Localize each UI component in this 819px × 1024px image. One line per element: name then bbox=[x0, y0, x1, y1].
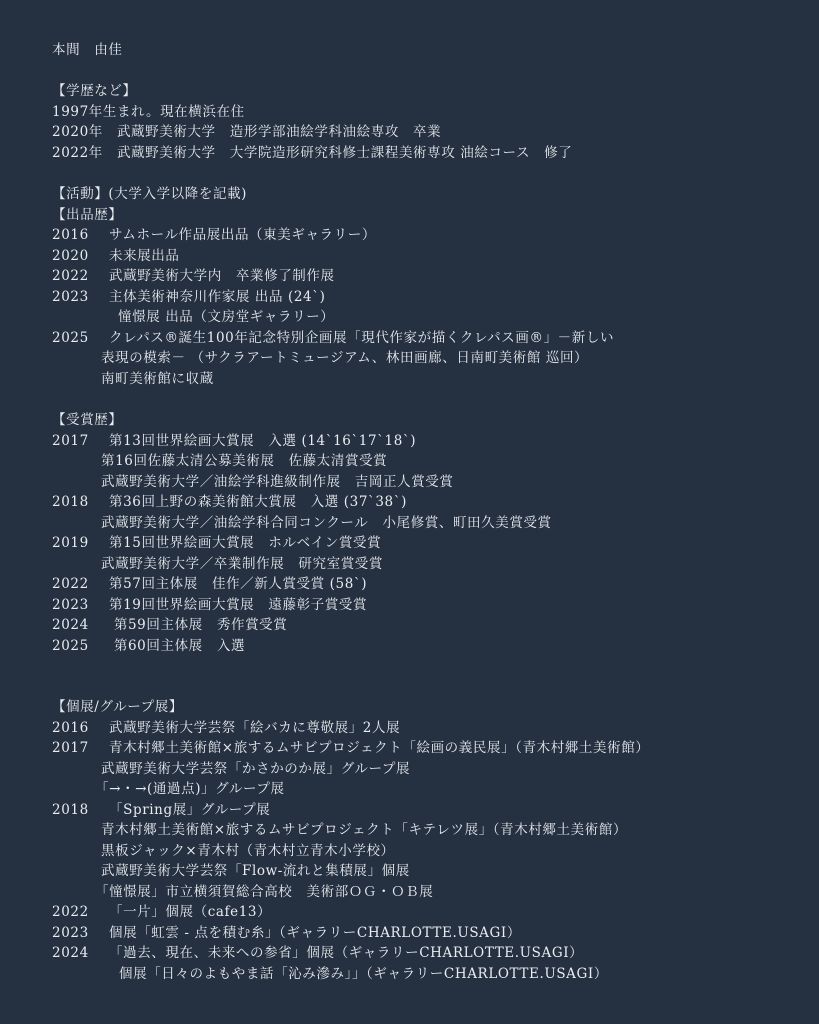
exhibition-entry bbox=[52, 328, 614, 348]
show-entry-continued: 「→・→(通過点)」グループ展 bbox=[95, 781, 285, 797]
author-name: 本間 由佳 bbox=[52, 42, 123, 58]
entry-year: 2023 bbox=[52, 289, 89, 305]
entry-text: 個展「虹雲 - 点を積む糸」（ギャラリーCHARLOTTE.USAGI） bbox=[109, 925, 521, 941]
show-entry bbox=[52, 800, 270, 820]
entry-text: 「Spring展」グループ展 bbox=[109, 802, 271, 818]
award-entry bbox=[52, 595, 367, 615]
entry-text: 「過去、現在、未来への参省」個展（ギャラリーCHARLOTTE.USAGI） bbox=[109, 945, 584, 961]
entry-text: 主体美術神奈川作家展 出品 (24`) bbox=[109, 289, 326, 305]
shows-heading: 【個展/グループ展】 bbox=[52, 699, 183, 715]
entry-year: 2022 bbox=[52, 904, 89, 920]
show-entry-continued: 武蔵野美術大学芸祭「Flow-流れと集積展」個展 bbox=[101, 863, 410, 879]
entry-year: 2025 bbox=[52, 330, 89, 346]
show-entry bbox=[52, 718, 400, 738]
entry-year: 2020 bbox=[52, 248, 89, 264]
entry-year: 2017 bbox=[52, 740, 89, 756]
entry-text: 武蔵野美術大学内 卒業修了制作展 bbox=[109, 268, 335, 284]
entry-text: 第59回主体展 秀作賞受賞 bbox=[109, 617, 288, 633]
award-entry-continued: 武蔵野美術大学／卒業制作展 研究室賞受賞 bbox=[101, 556, 383, 572]
exhibition-entry-continued: 表現の模索－ （サクラアートミュージアム、林田画廊、日南町美術館 巡回） bbox=[101, 350, 589, 366]
show-entry-continued: 青木村郷土美術館×旅するムサビプロジェクト「キテレツ展」（青木村郷土美術館） bbox=[101, 822, 628, 838]
entry-text: クレパス®誕生100年記念特別企画展「現代作家が描くクレパス画®」－新しい bbox=[109, 330, 615, 346]
show-entry bbox=[52, 923, 521, 943]
show-entry-continued: 武蔵野美術大学芸祭「かさかのか展」グループ展 bbox=[101, 761, 411, 777]
entry-year: 2025 bbox=[52, 638, 89, 654]
award-entry bbox=[52, 492, 407, 512]
award-entry bbox=[52, 615, 287, 635]
award-entry-continued: 武蔵野美術大学／油絵学科進級制作展 吉岡正人賞受賞 bbox=[101, 474, 454, 490]
exhibition-entry bbox=[52, 287, 325, 307]
entry-year: 2016 bbox=[52, 227, 89, 243]
entry-year: 2024 bbox=[52, 617, 89, 633]
exhibition-entry-continued: 南町美術館に収蔵 bbox=[101, 371, 214, 387]
education-line: 2020年 武蔵野美術大学 造形学部油絵学科油絵専攻 卒業 bbox=[52, 124, 442, 140]
show-entry-continued: 「憧憬展」市立横須賀総合高校 美術部ＯＧ・ＯＢ展 bbox=[95, 884, 434, 900]
show-entry-continued: 黒板ジャック×青木村（青木村立青木小学校） bbox=[101, 843, 395, 859]
award-entry-continued: 武蔵野美術大学／油絵学科合同コンクール 小尾修賞、町田久美賞受賞 bbox=[101, 515, 552, 531]
entry-year: 2023 bbox=[52, 925, 89, 941]
education-line: 1997年生まれ。現在横浜在住 bbox=[52, 104, 245, 120]
entry-text: 第57回主体展 佳作／新人賞受賞 (58`) bbox=[109, 576, 368, 592]
show-entry-continued: 個展「日々のよもやま話「沁み滲み」」（ギャラリーCHARLOTTE.USAGI） bbox=[119, 966, 608, 982]
awards-heading: 【受賞歴】 bbox=[52, 412, 123, 428]
entry-year: 2024 bbox=[52, 945, 89, 961]
entry-text: 青木村郷土美術館×旅するムサビプロジェクト「絵画の義民展」（青木村郷土美術館） bbox=[109, 740, 650, 756]
education-heading: 【学歴など】 bbox=[52, 83, 137, 99]
entry-text: 第19回世界絵画大賞展 遠藤彰子賞受賞 bbox=[109, 597, 368, 613]
entry-text: 第36回上野の森美術館大賞展 入選 (37`38`) bbox=[109, 494, 407, 510]
entry-year: 2018 bbox=[52, 494, 89, 510]
show-entry bbox=[52, 943, 583, 963]
exhibitions-heading: 【出品歴】 bbox=[52, 207, 123, 223]
entry-text: 未来展出品 bbox=[109, 248, 180, 264]
entry-text: 「一片」個展（cafe13） bbox=[109, 904, 272, 920]
entry-year: 2023 bbox=[52, 597, 89, 613]
show-entry bbox=[52, 902, 271, 922]
entry-text: 第60回主体展 入選 bbox=[109, 638, 246, 654]
entry-year: 2016 bbox=[52, 720, 89, 736]
entry-text: サムホール作品展出品（東美ギャラリー） bbox=[109, 227, 376, 243]
exhibition-entry bbox=[52, 225, 376, 245]
education-line: 2022年 武蔵野美術大学 大学院造形研究科修士課程美術専攻 油絵コース 修了 bbox=[52, 145, 573, 161]
award-entry bbox=[52, 431, 416, 451]
exhibition-entry bbox=[52, 266, 335, 286]
award-entry-continued: 第16回佐藤太清公募美術展 佐藤太清賞受賞 bbox=[101, 453, 388, 469]
entry-year: 2018 bbox=[52, 802, 89, 818]
entry-year: 2017 bbox=[52, 433, 89, 449]
entry-year: 2022 bbox=[52, 268, 89, 284]
exhibition-entry bbox=[52, 246, 180, 266]
award-entry bbox=[52, 636, 245, 656]
entry-text: 第13回世界絵画大賞展 入選 (14`16`17`18`) bbox=[109, 433, 417, 449]
entry-text: 第15回世界絵画大賞展 ホルベイン賞受賞 bbox=[109, 535, 382, 551]
exhibition-entry-continued: 憧憬展 出品（文房堂ギャラリー） bbox=[118, 309, 335, 325]
award-entry bbox=[52, 533, 381, 553]
entry-year: 2019 bbox=[52, 535, 89, 551]
award-entry bbox=[52, 574, 367, 594]
activities-heading: 【活動】(大学入学以降を記載) bbox=[52, 186, 248, 202]
entry-year: 2022 bbox=[52, 576, 89, 592]
show-entry bbox=[52, 738, 649, 758]
entry-text: 武蔵野美術大学芸祭「絵バカに尊敬展」2人展 bbox=[109, 720, 401, 736]
